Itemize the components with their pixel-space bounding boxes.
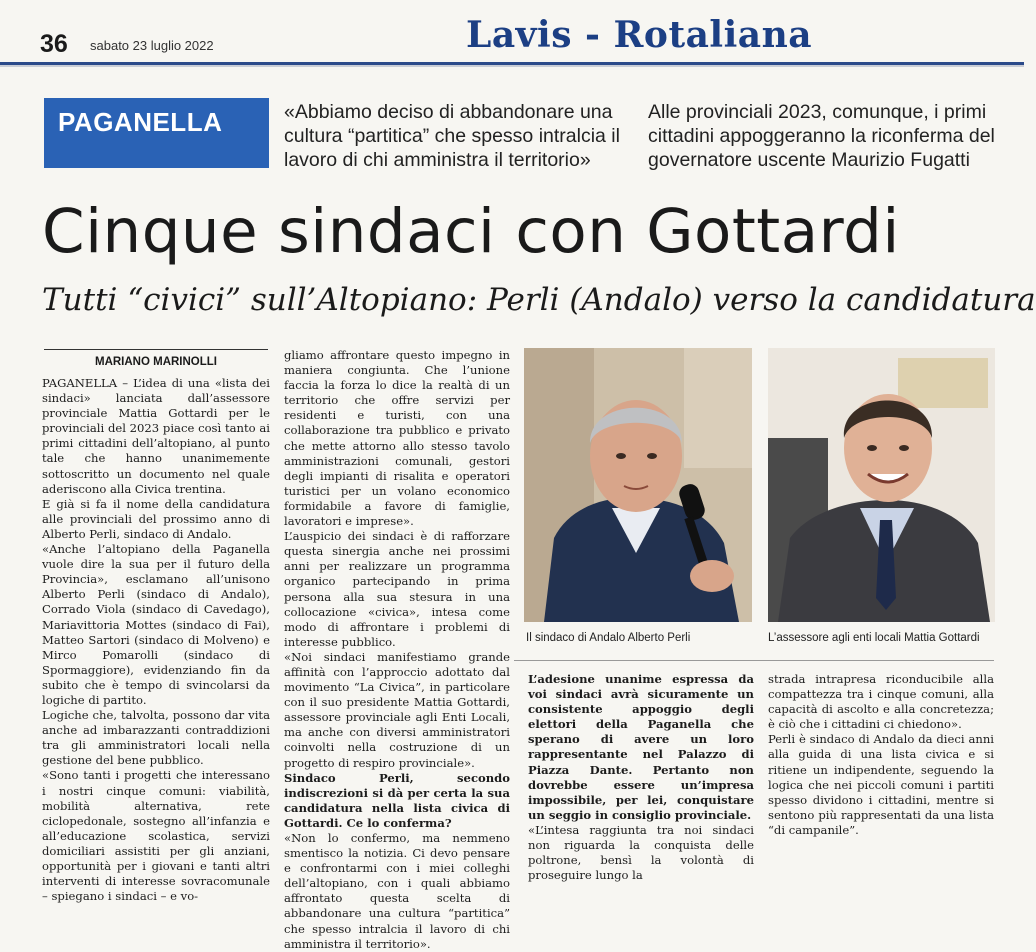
article-paragraph: Logiche che, talvolta, possono dar vita anche ad imbarazzanti contraddizioni tra gli amministratori locali nella gestione del bene pubblico. — [42, 708, 270, 768]
pull-quote-right: Alle provinciali 2023, comunque, i primi cittadini appoggeranno la riconferma del governatore uscente Maurizio Fugatti — [648, 101, 995, 171]
interview-question: Sindaco Perli, secondo indiscrezioni si dà per certa la sua candidatura nella lista civica di Gottardi. Ce lo conferma? — [284, 770, 510, 830]
article-paragraph: gliamo affrontare questo impegno in maniera congiunta. Che l’unione faccia la forza lo dice la realtà di un territorio che offre servizi per residenti e turisti, con una collaborazione tra pubblico e privato che mette attorno allo stesso tavolo amministrazioni comunali, gestori degli impianti di risalita e operatori turistici per un volano economico formidabile a favore di famiglie, lavoratori e imprese». — [284, 348, 510, 529]
article-column-4 — [768, 672, 994, 837]
article-paragraph: «L’intesa raggiunta tra noi sindaci non riguarda la conquista delle poltrone, bensì la volontà di proseguire lungo la — [528, 822, 754, 883]
issue-date: sabato 23 luglio 2022 — [90, 38, 214, 53]
pull-quote-left: «Abbiamo deciso di abbandonare una cultura “partitica” che spesso intralcia il lavoro di chi amministra il territorio» — [284, 101, 620, 171]
article-column-1 — [42, 376, 270, 904]
article-paragraph: «Sono tanti i progetti che interessano i nostri cinque comuni: viabilità, mobilità alternativa, rete ciclopedonale, sostegno all’infanzia e all’educazione scolastica, servizi domiciliari assistiti per gli anziani, opportunità per i giovani e tanti altri interventi di interesse sovracomunale – spiegano i sindaci – e vo- — [42, 768, 270, 904]
article-paragraph: L’auspicio dei sindaci è di rafforzare questa sinergia anche nei prossimi anni per realizzare un programma organico partecipando in prima persona alla sua stesura in una collocazione «civica», intesa come modo di affrontare i problemi di interesse pubblico. — [284, 529, 510, 649]
article-column-2 — [284, 348, 510, 951]
portrait-illustration — [768, 348, 995, 622]
subheadline: Tutti “civici” sull’Altopiano: Perli (Andalo) verso la candidatura — [42, 282, 1036, 318]
article-paragraph: «Non lo confermo, ma nemmeno smentisco la notizia. Ci devo pensare e confrontarmi con i miei colleghi dell’altopiano, con i quali abbiamo affrontato questa scelta di abbandonare una cultura “partitica” che spesso intralcia il lavoro di chi amministra il territorio». — [284, 831, 510, 951]
location-badge-label: PAGANELLA — [58, 107, 223, 137]
header-rule-shadow — [0, 65, 1024, 67]
byline: MARIANO MARINOLLI — [94, 356, 217, 368]
article-paragraph: PAGANELLA – L’idea di una «lista dei sindaci» lanciata dall’assessore provinciale Mattia Gottardi per le provinciali del 2023 piace così tanto ai primi cittadini dell’altopiano, al punto tale che hanno unanimemente sottoscritto un documento nel quale aderiscono alla Civica trentina. — [42, 376, 270, 496]
article-paragraph: «Noi sindaci manifestiamo grande affinità con l’approccio adottato dal movimento “La Civica”, in particolare con il suo presidente Mattia Gottardi, assessore provinciale agli Enti Locali, ma anche con diversi amministratori coinvolti nella costruzione di un progetto di respiro provinciale». — [284, 649, 510, 770]
photo-divider — [514, 660, 994, 661]
photo-alberto-perli — [524, 348, 752, 622]
article-column-3 — [528, 672, 754, 883]
section-title: Lavis - Rotaliana — [466, 14, 813, 56]
badge-wave-shape — [44, 148, 269, 178]
article-paragraph: Perli è sindaco di Andalo da dieci anni alla guida di una lista civica e si ritiene un indipendente, seguendo la logica che nei piccoli comuni i partiti spesso dividono i cittadini, mentre si sentono più rappresentati da una lista “di campanile”. — [768, 732, 994, 837]
headline: Cinque sindaci con Gottardi — [42, 196, 900, 267]
photo-mattia-gottardi — [768, 348, 995, 622]
portrait-illustration — [524, 348, 752, 622]
byline-rule — [44, 349, 268, 350]
interview-question: L’adesione unanime espressa da voi sindaci avrà sicuramente un consistente appoggio degli elettori della Paganella che sperano di avere un loro rappresentante nel Palazzo di Piazza Dante. Pertanto non dovrebbe essere un’impresa impossibile, per lei, conquistare un seggio in consiglio provinciale. — [528, 672, 754, 822]
photo-caption-gottardi: L’assessore agli enti locali Mattia Gottardi — [768, 632, 980, 644]
page-number: 36 — [40, 30, 68, 58]
photo-caption-perli: Il sindaco di Andalo Alberto Perli — [526, 632, 691, 644]
article-paragraph: «Anche l’altopiano della Paganella vuole dire la sua per il futuro della Provincia», esclamano all’unisono Alberto Perli (sindaco di Andalo), Corrado Viola (sindaco di Cavedago), Mariavittoria Mottes (sindaco di Fai), Matteo Sartori (sindaco di Molveno) e Mirco Pomarolli (sindaco di Spormaggiore), evidenziando fin da subito che è tempo di svincolarsi da logiche di partito. — [42, 542, 270, 707]
article-paragraph: E già si fa il nome della candidatura alle provinciali del prossimo anno di Alberto Perli, sindaco di Andalo. — [42, 496, 270, 541]
article-paragraph: strada intrapresa riconducibile alla compattezza tra i cinque comuni, alla capacità di ascolto e alla concretezza; è ciò che i cittadini ci chiedono». — [768, 672, 994, 732]
